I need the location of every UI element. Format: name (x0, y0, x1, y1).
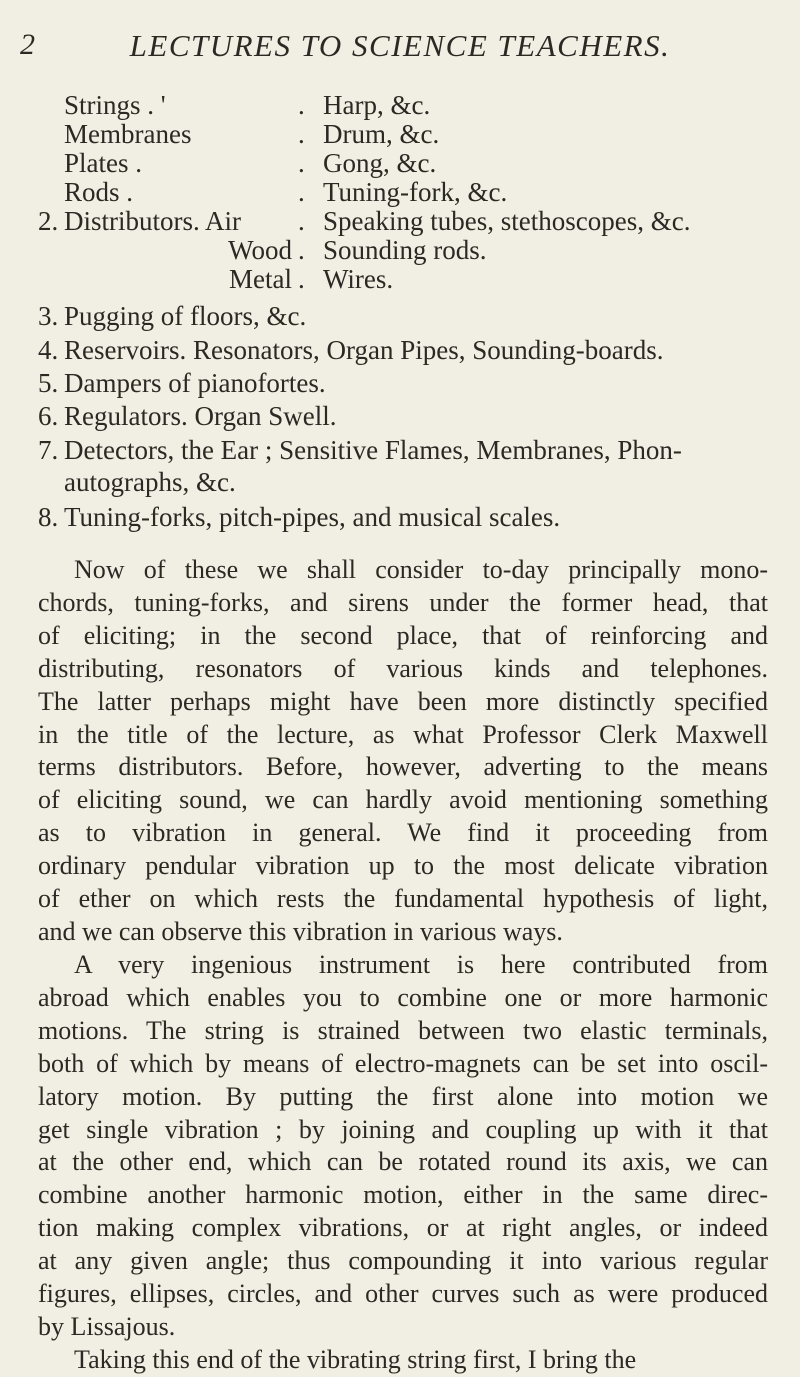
leader-dot: . (298, 206, 305, 236)
running-title: LECTURES TO SCIENCE TEACHERS. (129, 28, 671, 63)
text-line: terms distributors. Before, however, adverting to the means (38, 752, 768, 782)
table-row-left: Membranes (64, 119, 192, 149)
text-line: ordinary pendular vibration up to the most delicate vibration (38, 851, 768, 881)
text-line: by Lissajous. (38, 1311, 176, 1341)
text-line: both of which by means of electro-magnets can be set into oscil- (38, 1048, 768, 1078)
text-line: at the other end, which can be rotated round its axis, we can (38, 1147, 768, 1177)
table-row (0, 262, 800, 296)
item-number: 6. (38, 401, 59, 431)
text-line: combine another harmonic motion, either in the same direc- (38, 1180, 768, 1210)
text-line: of eliciting sound, we can hardly avoid mentioning something (38, 785, 768, 815)
paragraph (38, 554, 768, 949)
page-header (0, 28, 800, 78)
list-item-text: Pugging of floors, &c. (64, 301, 307, 331)
paragraph (38, 949, 768, 1344)
list-item-text: Regulators. Organ Swell. (64, 401, 337, 431)
text-line: of ether on which rests the fundamental hypothesis of light, (38, 884, 768, 914)
list-item-text: Dampers of pianofortes. (64, 368, 326, 398)
table-row-right: Wires. (323, 264, 394, 294)
text-line: Taking this end of the vibrating string first, I bring the (74, 1345, 637, 1374)
item-number: 3. (38, 301, 59, 331)
list-item-continuation (0, 465, 800, 499)
table-row-right: Tuning-fork, &c. (323, 177, 508, 207)
table-row-right: Drum, &c. (323, 119, 440, 149)
text-line: latory motion. By putting the first alone into motion we (38, 1081, 768, 1111)
leader-dot: . (298, 235, 305, 265)
leader-dot: . (298, 148, 305, 178)
leader-dot: . (298, 90, 305, 120)
list-item (0, 500, 800, 534)
table-row-left: Strings . ' (64, 90, 166, 120)
list-item (0, 333, 800, 367)
list-item-text: autographs, &c. (64, 467, 236, 497)
leader-dot: . (298, 177, 305, 207)
list-item (0, 399, 800, 433)
text-line: of eliciting; in the second place, that of reinforcing and (38, 620, 768, 650)
leader-dot: . (298, 264, 305, 294)
text-line: in the title of the lecture, as what Professor Clerk Maxwell (38, 719, 768, 749)
list-item-text: Tuning-forks, pitch-pipes, and musical scales. (64, 502, 561, 532)
text-line: tion making complex vibrations, or at right angles, or indeed (38, 1213, 768, 1243)
text-line: A very ingenious instrument is here contributed from (74, 950, 768, 979)
item-number: 7. (38, 435, 59, 465)
table-row-right: Harp, &c. (323, 90, 431, 120)
text-line: motions. The string is strained between two elastic terminals, (38, 1015, 768, 1045)
table-row-right: Gong, &c. (323, 148, 437, 178)
text-line: at any given angle; thus compounding it into various regular (38, 1246, 768, 1276)
item-number: 2. (38, 206, 59, 236)
table-row-left: Wood (228, 235, 292, 265)
text-line: distributing, resonators of various kinds and telephones. (38, 653, 768, 683)
table-row-right: Speaking tubes, stethoscopes, &c. (323, 206, 691, 236)
paragraph (38, 1344, 768, 1377)
table-row-left: Rods . (64, 177, 134, 207)
item-number: 5. (38, 368, 59, 398)
list-item-text: Detectors, the Ear ; Sensitive Flames, Membranes, Phon- (64, 435, 682, 465)
table-row-left: Metal (229, 264, 292, 294)
text-line: chords, tuning-forks, and sirens under the former head, that (38, 587, 768, 617)
page-number: 2 (20, 28, 35, 61)
text-line: as to vibration in general. We find it proceeding from (38, 818, 768, 848)
item-number: 8. (38, 502, 59, 532)
text-line: get single vibration ; by joining and coupling up with it that (38, 1114, 768, 1144)
list-item (0, 433, 800, 467)
leader-dot: . (298, 119, 305, 149)
text-line: Now of these we shall consider to-day principally mono- (74, 555, 768, 584)
table-row-left: Distributors. Air (64, 206, 242, 236)
list-item (0, 299, 800, 333)
table-row-left: Plates . (64, 148, 142, 178)
text-line: abroad which enables you to combine one or more harmonic (38, 982, 768, 1012)
text-line: and we can observe this vibration in various ways. (38, 916, 563, 946)
text-line: figures, ellipses, circles, and other curves such as were produced (38, 1279, 768, 1309)
item-number: 4. (38, 335, 59, 365)
text-line: The latter perhaps might have been more distinctly specified (38, 686, 768, 716)
table-row-right: Sounding rods. (323, 235, 487, 265)
list-item-text: Reservoirs. Resonators, Organ Pipes, Sounding-boards. (64, 335, 664, 365)
list-item (0, 366, 800, 400)
